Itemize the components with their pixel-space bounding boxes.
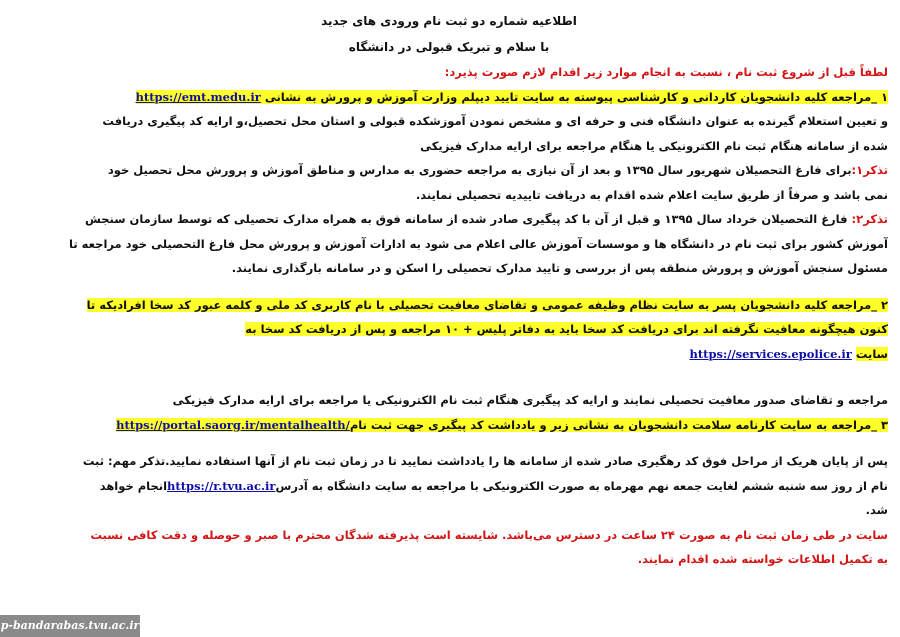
note2-line3: مسئول سنجش آموزش و پرورش منطقه پس از بررسی و تایید مدارک تحصیلی را اسکن و در سامانه بارگذاری نمایند. bbox=[231, 261, 888, 275]
emt-medu-link[interactable]: https://emt.medu.ir bbox=[135, 89, 261, 104]
announcement-body bbox=[10, 8, 888, 572]
note1-label: تذکر۱: bbox=[851, 163, 888, 177]
warning-line2: به تکمیل اطلاعات خواسته شده اقدام نمایند. bbox=[637, 552, 888, 566]
item2-line1 bbox=[10, 293, 888, 318]
item2-text-2: کنون هیچگونه معافیت نگرفته اند برای دریافت کد سخا باید به دفاتر پلیس + ۱۰ مراجعه و پس از دریافت کد سخا به bbox=[245, 322, 888, 336]
item1-text: ۱ _مراجعه کلیه دانشجویان کاردانی و کارشناسی پیوسته به سایت تایید دیپلم وزارت آموزش و پرورش به نشانی bbox=[264, 89, 888, 104]
item2-text-1: ۲ _مراجعه کلیه دانشجویان پسر به سایت نظام وظیفه عمومی و تقاضای معافیت تحصیلی با نام کاربری کد ملی و کلمه عبور کد سخا افرادیکه تا bbox=[86, 297, 888, 312]
warning-line1: سایت در طی زمان ثبت نام به صورت ۲۴ ساعت در دسترس می‌باشد. شایسته است پذیرفته شدگان محترم با صبر و حوصله و دقت کافی نسبت bbox=[90, 527, 888, 542]
intro-text: لطفاً قبل از شروع ثبت نام ، نسبت به انجام موارد زیر اقدام لازم صورت پذیرد: bbox=[444, 65, 888, 79]
item1-line1 bbox=[10, 85, 888, 110]
item3-line bbox=[10, 413, 888, 438]
epolice-link[interactable]: https://services.epolice.ir bbox=[689, 346, 852, 361]
closing-line2 bbox=[10, 474, 888, 499]
item2-line2-wrap bbox=[10, 317, 888, 342]
site-footer-badge: p-bandarabas.tvu.ac.ir bbox=[0, 615, 140, 637]
note2-line2: آموزش کشور برای ثبت نام در دانشگاه ها و موسسات آموزش عالی اعلام می شود به ادارات آموزش و پرورش محل فارغ التحصیلی خود مراجعه تا bbox=[69, 236, 888, 251]
saorg-link[interactable]: https://portal.saorg.ir/mentalhealth/ bbox=[116, 417, 350, 432]
note2-line1 bbox=[10, 207, 888, 232]
closing-text-a: نام از روز سه شنبه ششم لغایت جمعه نهم مهرماه به صورت الکترونیکی با مراجعه به سایت دانشگاه به آدرس bbox=[275, 478, 888, 493]
item3-text: ۳ _مراجعه به سایت کارنامه سلامت دانشجویان به نشانی زیر و یادداشت کد پیگیری جهت ثبت نام bbox=[349, 417, 888, 432]
closing-text-b: انجام خواهد bbox=[99, 478, 168, 493]
announcement-subtitle: با سلام و تبریک قبولی در دانشگاه bbox=[348, 40, 550, 54]
item3-pre: مراجعه و تقاضای صدور معافیت تحصیلی نمایند و ارایه کد پیگیری هنگام ثبت نام الکترونیکی یا مراجعه برای ارایه مدارک فیزیکی bbox=[172, 393, 888, 407]
note1-text: برای فارغ التحصیلان شهریور سال ۱۳۹۵ و بعد از آن نیازی به مراجعه حضوری به مدارس و مناطق آموزش و پرورش محل تحصیل خود bbox=[107, 163, 852, 177]
note2-label: تذکر۲: bbox=[851, 212, 888, 226]
note1-line1 bbox=[10, 158, 888, 183]
item1-line2: و تعیین استعلام گیرنده به عنوان دانشگاه فنی و حرفه ای و مشخص نمودن آموزشکده قبولی و استان محل تحصیل،و ارایه کد پیگیری دریافت bbox=[102, 114, 888, 128]
closing-line3: شد. bbox=[865, 503, 888, 517]
note2-text: فارغ التحصیلان خرداد سال ۱۳۹۵ و قبل از آن با کد پیگیری صادر شده از سامانه فوق به همراه مدارک تحصیلی که توسط سازمان سنجش bbox=[84, 212, 848, 226]
closing-line1: پس از پایان هریک از مراحل فوق کد رهگیری صادر شده از سامانه ها را یادداشت نمایید تا در زمان ثبت نام از آنها استفاده نمایید.تذکر مهم: ثبت bbox=[82, 454, 888, 468]
item2-site-label: سایت bbox=[855, 346, 888, 361]
note1-line2: نمی باشد و صرفاً از طریق سایت اعلام شده اقدام به دریافت تاییدیه تحصیلی نمایند. bbox=[415, 187, 888, 202]
announcement-title: اطلاعیه شماره دو ثبت نام ورودی های جدید bbox=[321, 14, 577, 28]
tvu-link[interactable]: https://r.tvu.ac.ir bbox=[167, 478, 276, 493]
item1-line3: شده از سامانه هنگام ثبت نام الکترونیکی یا هنگام مراجعه برای ارایه مدارک فیزیکی bbox=[420, 138, 888, 153]
item2-line3 bbox=[10, 342, 888, 367]
